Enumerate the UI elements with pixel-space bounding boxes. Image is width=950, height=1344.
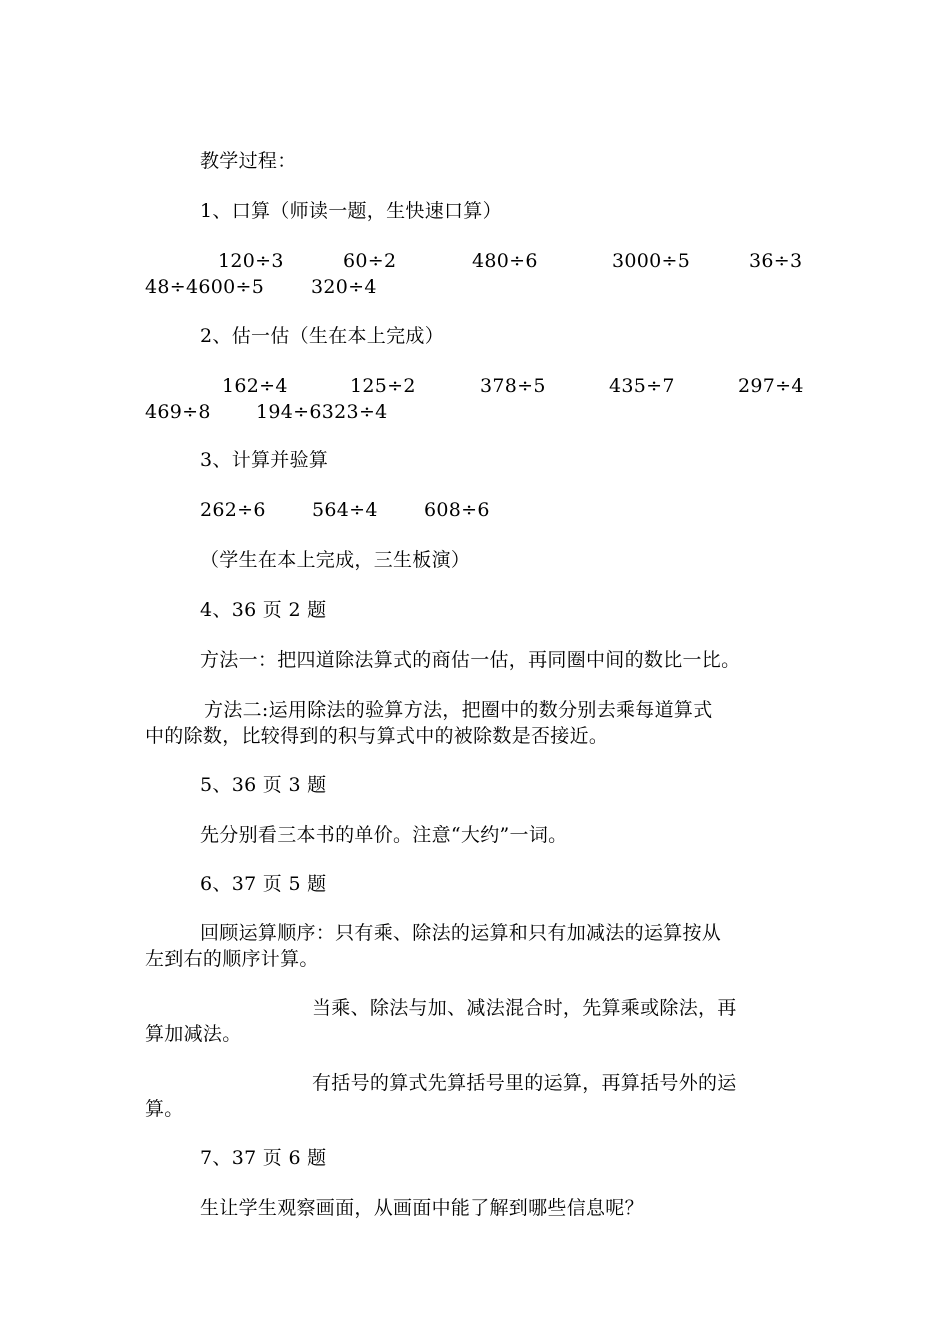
section6-mixed: 当乘、除法与加、减法混合时，先算乘或除法，再: [312, 997, 737, 1019]
section4-method2: 方法二:运用除法的验算方法，把圈中的数分别去乘每道算式: [204, 699, 713, 721]
section1-title: 1、口算（师读一题，生快速口算）: [200, 200, 502, 222]
s2-problem: 297÷4: [738, 375, 804, 397]
s1-problem: 320÷4: [311, 276, 377, 298]
section6-mixed-cont: 算加减法。: [145, 1023, 242, 1045]
section3-note: （学生在本上完成，三生板演）: [200, 549, 471, 571]
s1-problem: 120÷3: [218, 250, 284, 272]
s1-problem: 48÷4600÷5: [145, 276, 265, 298]
s2-problem: 194÷6323÷4: [256, 401, 388, 423]
section6-review-cont: 左到右的顺序计算。: [145, 948, 319, 970]
section7-title: 7、37 页 6 题: [200, 1147, 327, 1169]
s2-problem: 378÷5: [480, 375, 546, 397]
section6-brackets-cont: 算。: [145, 1098, 184, 1120]
section5-title: 5、36 页 3 题: [200, 774, 327, 796]
section7-text: 生让学生观察画面，从画面中能了解到哪些信息呢？: [200, 1197, 644, 1219]
section6-review: 回顾运算顺序：只有乘、除法的运算和只有加减法的运算按从: [200, 922, 722, 944]
s1-problem: 480÷6: [472, 250, 538, 272]
s3-problem: 564÷4: [312, 499, 378, 521]
s1-problem: 60÷2: [343, 250, 397, 272]
s1-problem: 36÷3: [749, 250, 803, 272]
section5-text: 先分别看三本书的单价。注意“大约”一词。: [200, 824, 568, 846]
heading: 教学过程：: [200, 150, 297, 172]
s2-problem: 435÷7: [609, 375, 675, 397]
s1-problem: 3000÷5: [612, 250, 691, 272]
s2-problem: 125÷2: [350, 375, 416, 397]
section6-brackets: 有括号的算式先算括号里的运算，再算括号外的运: [312, 1072, 737, 1094]
section6-title: 6、37 页 5 题: [200, 873, 327, 895]
s3-problem: 262÷6: [200, 499, 266, 521]
section4-title: 4、36 页 2 题: [200, 599, 327, 621]
s3-problem: 608÷6: [424, 499, 490, 521]
s2-problem: 469÷8: [145, 401, 211, 423]
section4-method2-cont: 中的除数，比较得到的积与算式中的被除数是否接近。: [145, 725, 609, 747]
section2-title: 2、估一估（生在本上完成）: [200, 325, 444, 347]
s2-problem: 162÷4: [222, 375, 288, 397]
section4-method1: 方法一：把四道除法算式的商估一估，再同圈中间的数比一比。: [200, 649, 741, 671]
section3-title: 3、计算并验算: [200, 449, 329, 471]
